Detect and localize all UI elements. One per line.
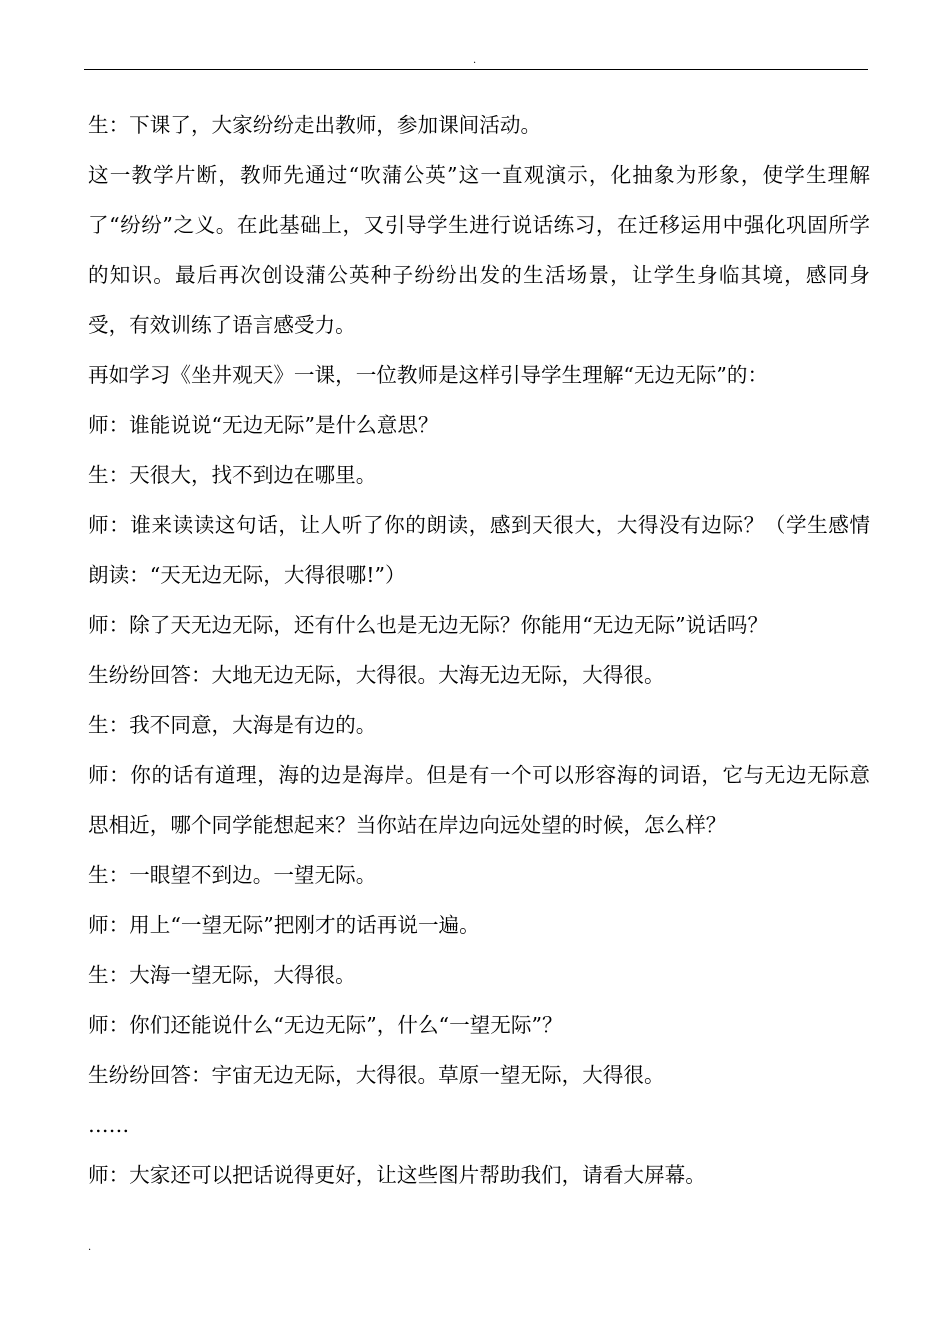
header-dot: . xyxy=(473,55,477,66)
paragraph: 生纷纷回答：宇宙无边无际，大得很。草原一望无际，大得很。 xyxy=(88,1063,665,1087)
header-rule xyxy=(84,69,868,70)
paragraph: 生：大海一望无际，大得很。 xyxy=(88,963,356,987)
paragraph: 生：下课了，大家纷纷走出教师，参加课间活动。 xyxy=(88,113,542,137)
paragraph: 师：你们还能说什么“无边无际”，什么“一望无际”？ xyxy=(88,1013,563,1037)
ellipsis-line: …… xyxy=(88,1113,130,1137)
paragraph: 师：用上“一望无际”把刚才的话再说一遍。 xyxy=(88,913,480,937)
paragraph: 这一教学片断，教师先通过“吹蒲公英”这一直观演示，化抽象为形象，使学生理解了“纷纷”之义。在此基础上，又引导学生进行说话练习，在迁移运用中强化巩固所学的知识。最后再次创设蒲公英种子纷纷出发的生活场景，让学生身临其境，感同身受，有效训练了语言感受力。 xyxy=(88,163,870,337)
paragraph: 师：大家还可以把话说得更好，让这些图片帮助我们，请看大屏幕。 xyxy=(88,1163,706,1187)
paragraph: 生纷纷回答：大地无边无际，大得很。大海无边无际，大得很。 xyxy=(88,663,665,687)
paragraph: 生：一眼望不到边。一望无际。 xyxy=(88,863,377,887)
paragraph: 师：谁能说说“无边无际”是什么意思？ xyxy=(88,413,439,437)
paragraph: 生：我不同意，大海是有边的。 xyxy=(88,713,377,737)
paragraph: 师：除了天无边无际，还有什么也是无边无际？你能用“无边无际”说话吗？ xyxy=(88,613,769,637)
paragraph: 生：天很大，找不到边在哪里。 xyxy=(88,463,377,487)
footer-dot: . xyxy=(88,1242,92,1253)
paragraph: 再如学习《坐井观天》一课，一位教师是这样引导学生理解“无边无际”的： xyxy=(88,363,769,387)
paragraph: 师：谁来读读这句话，让人听了你的朗读，感到天很大，大得没有边际？（学生感情朗读：“天无边无际，大得很哪!”） xyxy=(88,513,870,587)
paragraph: 师：你的话有道理，海的边是海岸。但是有一个可以形容海的词语，它与无边无际意思相近，哪个同学能想起来？当你站在岸边向远处望的时候，怎么样？ xyxy=(88,763,870,837)
document-body xyxy=(88,100,870,1200)
